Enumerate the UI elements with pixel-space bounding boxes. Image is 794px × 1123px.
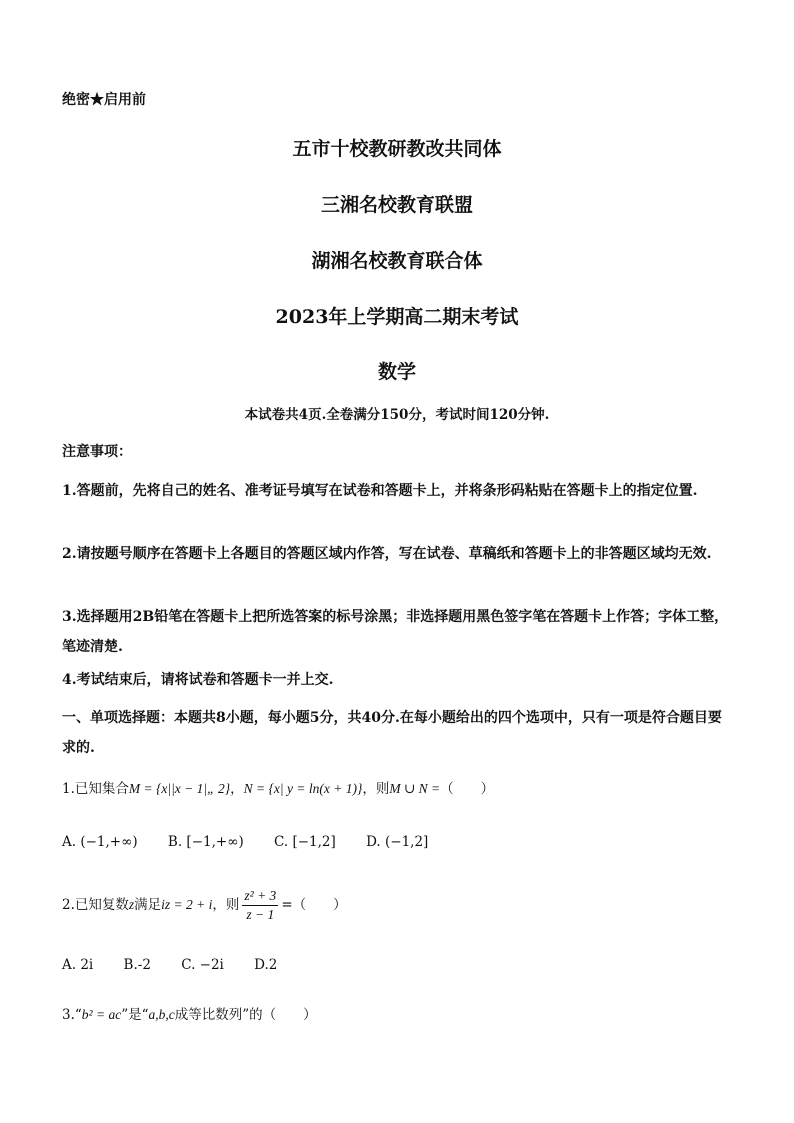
- q1-paren: （ ）: [440, 781, 495, 797]
- q1-set-m: M = {x||x − 1|„ 2}: [128, 781, 231, 796]
- org-title-3: 湖湘名校教育联合体: [311, 250, 483, 272]
- q2-frac-numerator: z² + 3: [242, 887, 278, 906]
- q2-condition: iz = 2 + i: [161, 897, 213, 912]
- q1-prefix: 1.已知集合: [62, 781, 129, 797]
- q2-option-b: B.-2: [123, 957, 151, 973]
- q1-option-a: A. (−1,+∞): [62, 834, 138, 850]
- exam-title: 2023年上学期高二期末考试: [275, 306, 519, 328]
- q3-condition: b² = ac: [81, 1007, 122, 1022]
- q2-frac-denominator: z − 1: [246, 907, 275, 922]
- q2-mid: 满足: [134, 897, 162, 913]
- q1-options: [62, 834, 454, 850]
- q2-prefix: 2.已知复数: [62, 897, 129, 913]
- org-title-1: 五市十校教研教改共同体: [292, 138, 502, 160]
- q2-options: [62, 957, 303, 973]
- q2-then: ，则: [212, 897, 240, 913]
- q1-option-b: B. [−1,+∞): [167, 834, 244, 850]
- note-item-3: 3.选择题用2B铅笔在答题卡上把所选答案的标号涂黑；非选择题用黑色签字笔在答题卡上作答；字体工整，笔迹清楚.: [62, 609, 729, 655]
- note-item-4: 4.考试结束后，请将试卷和答题卡一并上交.: [62, 672, 334, 688]
- note-item-1: 1.答题前，先将自己的姓名、准考证号填写在试卷和答题卡上，并将条形码粘贴在答题卡上的指定位置.: [62, 483, 698, 499]
- question-2: [62, 887, 347, 924]
- q2-paren: （ ）: [292, 897, 347, 913]
- q2-option-d: D.2: [254, 957, 278, 973]
- q1-option-d: D. (−1,2]: [366, 834, 429, 850]
- question-1: 1.已知集合M = {x||x − 1|„ 2}，N = {x| y = ln(x + 1)}，则M ∪ N =（ ）: [62, 781, 495, 797]
- q1-option-c: C. [−1,2]: [274, 834, 336, 850]
- subject-title: 数学: [377, 361, 416, 383]
- q3-prefix: 3.“: [62, 1007, 82, 1023]
- q1-expr: M ∪ N =: [389, 781, 441, 796]
- exam-info: 本试卷共4页.全卷满分150分，考试时间120分钟.: [244, 407, 550, 423]
- org-title-2: 三湘名校教育联盟: [320, 194, 473, 216]
- q2-eq: =: [281, 897, 293, 913]
- question-3: [62, 1003, 317, 1023]
- q1-set-n: N = {x| y = ln(x + 1)}: [243, 781, 363, 796]
- section-title: 一、单项选择题：本题共8小题，每小题5分，共40分.在每小题给出的四个选项中，只有一项是符合题目要求的.: [62, 710, 722, 756]
- q2-var: z: [128, 897, 135, 912]
- notes-heading: 注意事项：: [62, 444, 132, 460]
- q2-option-c: C. −2i: [181, 957, 224, 973]
- q3-vars: a,b,c: [148, 1007, 175, 1022]
- q2-option-a: A. 2i: [62, 957, 94, 973]
- secret-label: 绝密★启用前: [62, 92, 146, 108]
- q3-suffix: 成等比数列”的（ ）: [174, 1007, 317, 1023]
- q1-suffix: ，则: [362, 781, 390, 797]
- q3-mid: ”是“: [121, 1007, 149, 1023]
- note-item-2: 2.请按题号顺序在答题卡上各题目的答题区域内作答，写在试卷、草稿纸和答题卡上的非答题区域均无效.: [62, 546, 712, 562]
- q2-fraction: [242, 887, 278, 924]
